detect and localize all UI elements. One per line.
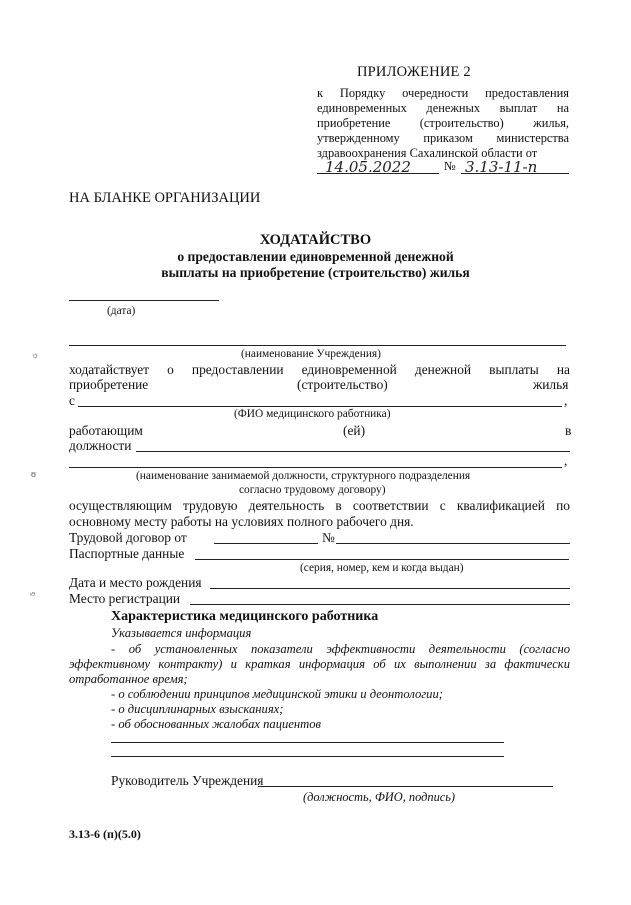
activity-line-2: основному месту работы на условиях полного рабочего дня. bbox=[69, 514, 414, 529]
passport-field-line[interactable] bbox=[195, 559, 569, 560]
working-label: работающим bbox=[69, 423, 143, 438]
signature-field-line[interactable] bbox=[258, 786, 553, 787]
document-title: ХОДАТАЙСТВО bbox=[259, 232, 372, 248]
document-subtitle-2: выплаты на приобретение (строительство) жилья bbox=[161, 265, 470, 280]
position-caption-2: согласно трудовому договору) bbox=[239, 484, 386, 496]
contract-number-field[interactable] bbox=[336, 543, 570, 544]
contract-label: Трудовой договор от bbox=[69, 530, 187, 545]
characteristic-item-4: - об обоснованных жалобах пациентов bbox=[111, 717, 321, 731]
characteristic-field-line-2[interactable] bbox=[111, 756, 504, 757]
margin-mark-1: ☼ bbox=[31, 350, 40, 360]
fio-comma: , bbox=[564, 393, 568, 408]
margin-mark-3: ˢ⁹ bbox=[30, 590, 36, 600]
letterhead-placeholder: НА БЛАНКЕ ОРГАНИЗАЦИИ bbox=[69, 190, 261, 206]
characteristic-item-2: - о соблюдении принципов медицинской этики и деонтологии; bbox=[111, 687, 443, 701]
form-code: 3.13-6 (п)(5.0) bbox=[69, 827, 141, 841]
contract-number-sign: № bbox=[322, 530, 335, 545]
registration-label: Место регистрации bbox=[69, 591, 181, 606]
position-label: должности bbox=[69, 438, 132, 453]
position-field-line-2[interactable] bbox=[69, 467, 562, 468]
signature-label: Руководитель Учреждения bbox=[111, 773, 264, 788]
position-caption-1: (наименование занимаемой должности, структурного подразделения bbox=[136, 470, 471, 482]
passport-caption: (серия, номер, кем и когда выдан) bbox=[300, 562, 464, 574]
working-in-label: в bbox=[565, 423, 572, 438]
position-comma: , bbox=[564, 453, 568, 468]
order-date-line bbox=[317, 158, 569, 178]
characteristic-field-line-1[interactable] bbox=[111, 742, 504, 743]
date-caption: (дата) bbox=[107, 305, 136, 317]
activity-line-1: осуществляющим трудовую деятельность в соответствии с квалификацией по bbox=[69, 498, 570, 513]
petition-line-2-right: жилья bbox=[533, 377, 569, 392]
margin-mark-2: ʊ bbox=[31, 469, 36, 479]
fio-caption: (ФИО медицинского работника) bbox=[234, 408, 391, 420]
order-number-handwritten: 3.13-11-п bbox=[465, 158, 538, 176]
order-number-sign: № bbox=[444, 159, 456, 173]
petition-line-2-left: приобретение bbox=[69, 377, 149, 392]
contract-date-field[interactable] bbox=[214, 543, 318, 544]
fio-field-line[interactable] bbox=[78, 406, 562, 407]
order-date-handwritten: 14.05.2022 bbox=[325, 158, 411, 176]
date-field-line[interactable] bbox=[69, 300, 219, 301]
characteristic-item-1-line-2: эффективному контракту) и краткая информация об их выполнении за фактически bbox=[69, 657, 570, 671]
document-subtitle-1: о предоставлении единовременной денежной bbox=[177, 249, 454, 264]
petition-line-2-mid: (строительство) bbox=[297, 377, 388, 392]
characteristic-item-3: - о дисциплинарных взысканиях; bbox=[111, 702, 284, 716]
appendix-text: к Порядку очередности предоставления единовременных денежных выплат на приобретение (строительство) жилья, утвержденному приказом министерства здравоохранения Сахалинской области от bbox=[317, 86, 569, 160]
signature-caption: (должность, ФИО, подпись) bbox=[303, 790, 456, 804]
position-field-line[interactable] bbox=[136, 451, 570, 452]
passport-label: Паспортные данные bbox=[69, 546, 185, 561]
characteristic-heading: Характеристика медицинского работника bbox=[111, 609, 379, 624]
characteristic-item-1-line-1: - об установленных показатели эффективности деятельности (согласно bbox=[111, 642, 570, 656]
working-gender-suffix: (ей) bbox=[343, 423, 366, 438]
registration-field-line[interactable] bbox=[190, 604, 570, 605]
characteristic-subheading: Указывается информация bbox=[111, 626, 252, 640]
petition-with-label: с bbox=[69, 393, 75, 408]
petition-line-1: ходатайствует о предоставлении единовременной денежной выплаты на bbox=[69, 362, 570, 377]
characteristic-item-1-line-3: отработанное время; bbox=[69, 672, 188, 686]
institution-caption: (наименование Учреждения) bbox=[241, 348, 381, 360]
birth-label: Дата и место рождения bbox=[69, 575, 202, 590]
institution-field-line[interactable] bbox=[69, 345, 566, 346]
birth-field-line[interactable] bbox=[210, 588, 570, 589]
appendix-title: ПРИЛОЖЕНИЕ 2 bbox=[357, 64, 471, 80]
